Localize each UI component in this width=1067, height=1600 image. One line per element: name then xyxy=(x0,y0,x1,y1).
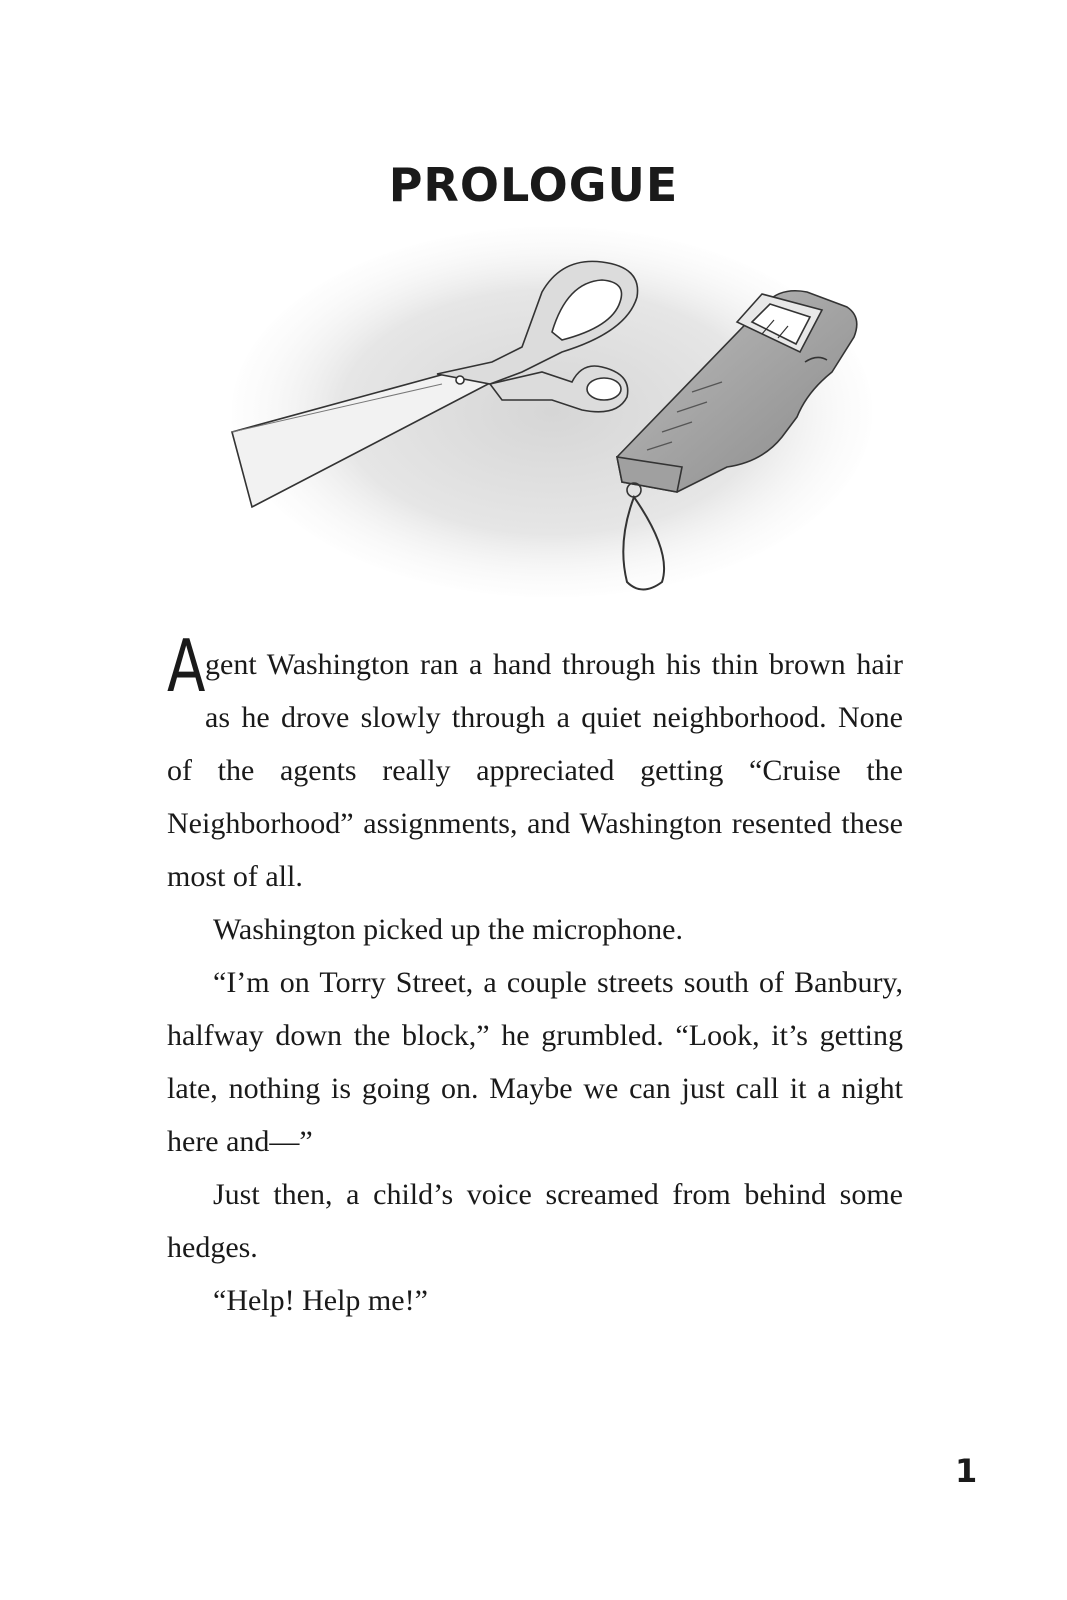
paragraph-2: Washington picked up the microphone. xyxy=(213,913,683,946)
body-text xyxy=(167,624,903,1327)
paragraph-4: Just then, a child’s voice screamed from behind some hedges. xyxy=(167,1178,903,1264)
drop-cap: A xyxy=(167,624,206,708)
chapter-title: PROLOGUE xyxy=(388,158,679,212)
illustration-scissors-and-scanner xyxy=(222,222,872,617)
paragraph-1 xyxy=(167,624,903,903)
paragraph-1-text: gent Washington ran a hand through his thin brown hair as he drove slowly through a quiet neighborhood. None of the agents really appreciated getting “Cruise the Neighborhood” assignments, and Washington resented these most of all. xyxy=(167,648,903,893)
paragraph-3: “I’m on Torry Street, a couple streets south of Banbury, halfway down the block,” he grumbled. “Look, it’s getting late, nothing is going on. Maybe we can just call it a night here and—” xyxy=(167,966,903,1158)
page-number: 1 xyxy=(955,1452,978,1490)
paragraph-5: “Help! Help me!” xyxy=(213,1284,428,1317)
